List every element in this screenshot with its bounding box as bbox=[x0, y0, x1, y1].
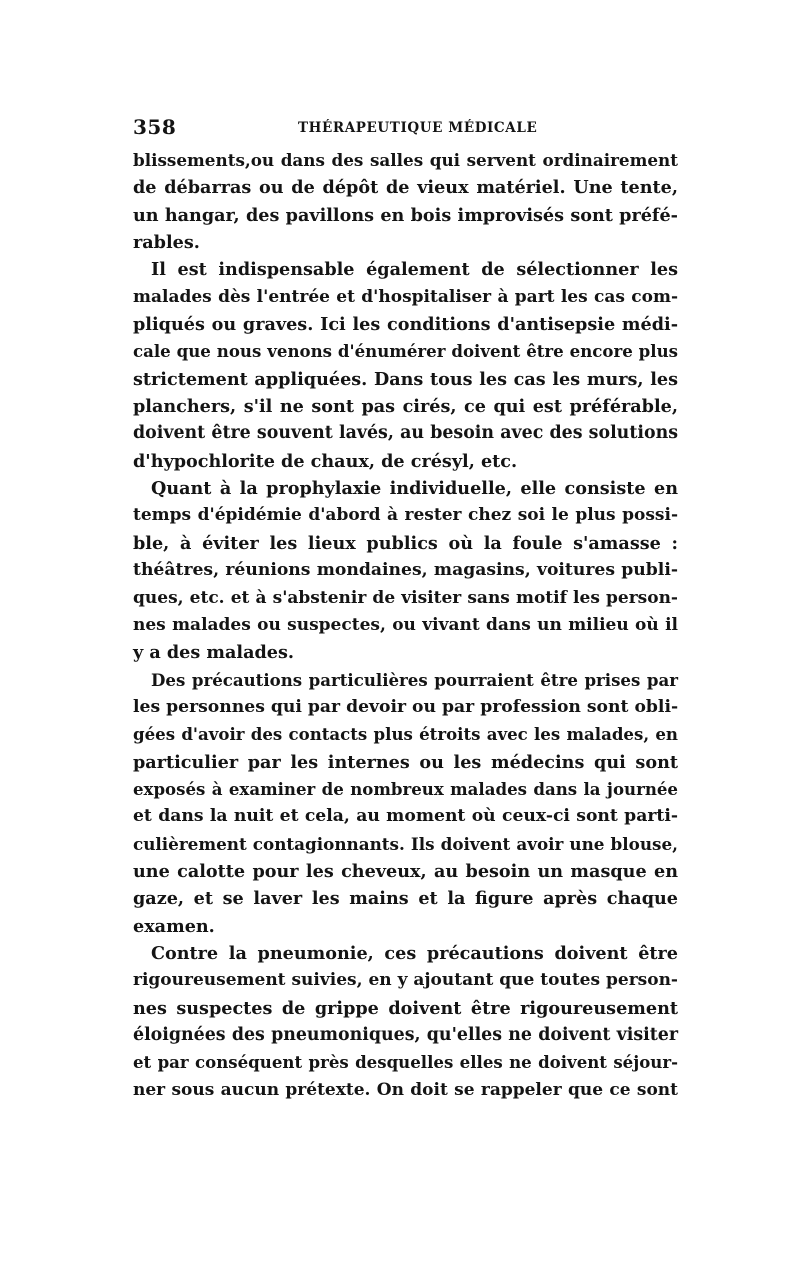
text-line: rigoureusement suivies, en y ajoutant que toutes person- bbox=[133, 970, 678, 991]
text-line: y a des malades. bbox=[133, 642, 295, 664]
text-line: blissements,ou dans des salles qui servent ordinairement bbox=[133, 150, 678, 170]
text-line: strictement appliquées. Dans tous les cas les murs, les bbox=[133, 368, 678, 390]
text-line: une calotte pour les cheveux, au besoin un masque en bbox=[133, 860, 678, 882]
text-line: éloignées des pneumoniques, qu'elles ne doivent visiter bbox=[133, 1025, 678, 1045]
text-line: malades dès l'entrée et d'hospitaliser à part les cas com- bbox=[133, 286, 678, 307]
text-line: temps d'épidémie d'abord à rester chez soi le plus possi- bbox=[133, 505, 678, 526]
page-number: 358 bbox=[133, 115, 177, 139]
text-line: particulier par les internes ou les médecins qui sont bbox=[133, 751, 678, 773]
text-line: Des précautions particulières pourraient être prises par bbox=[151, 669, 678, 690]
text-line: et dans la nuit et cela, au moment où ceux-ci sont parti- bbox=[133, 806, 678, 827]
text-line: gées d'avoir des contacts plus étroits avec les malades, en bbox=[133, 724, 678, 745]
text-line: les personnes qui par devoir ou par profession sont obli- bbox=[133, 696, 679, 717]
text-line: exposés à examiner de nombreux malades dans la journée bbox=[133, 778, 678, 799]
text-line: planchers, s'il ne sont pas cirés, ce qui est préférable, bbox=[133, 396, 678, 418]
text-line: d'hypochlorite de chaux, de crésyl, etc. bbox=[133, 450, 518, 472]
text-line: Quant à la prophylaxie individuelle, elle consiste en bbox=[151, 478, 678, 500]
text-line: examen. bbox=[133, 915, 215, 937]
text-line: Il est indispensable également de sélectionner les bbox=[151, 259, 678, 281]
body-text bbox=[133, 147, 678, 1104]
text-line: nes malades ou suspectes, ou vivant dans un milieu où il bbox=[133, 614, 678, 635]
text-line: théâtres, réunions mondaines, magasins, voitures publi- bbox=[133, 560, 678, 581]
running-head bbox=[133, 116, 678, 138]
text-line: ble, à éviter les lieux publics où la foule s'amasse : bbox=[133, 532, 678, 554]
text-line: pliqués ou graves. Ici les conditions d'antisepsie médi- bbox=[133, 314, 678, 336]
text-line: Contre la pneumonie, ces précautions doivent être bbox=[151, 942, 678, 964]
text-line: un hangar, des pavillons en bois improvisés sont préfé- bbox=[133, 204, 678, 226]
text-line: ques, etc. et à s'abstenir de visiter sans motif les person- bbox=[133, 587, 678, 608]
text-line: et par conséquent près desquelles elles ne doivent séjour- bbox=[133, 1052, 678, 1073]
text-line: rables. bbox=[133, 232, 200, 254]
text-line: nes suspectes de grippe doivent être rigoureusement bbox=[133, 997, 678, 1019]
running-title: THÉRAPEUTIQUE MÉDICALE bbox=[298, 120, 538, 136]
text-line: culièrement contagionnants. Ils doivent avoir une blouse, bbox=[133, 833, 678, 854]
text-line: cale que nous venons d'énumérer doivent être encore plus bbox=[133, 341, 678, 362]
text-line: ner sous aucun prétexte. On doit se rappeler que ce sont bbox=[133, 1079, 678, 1100]
text-line: gaze, et se laver les mains et la figure après chaque bbox=[133, 888, 678, 910]
text-line: doivent être souvent lavés, au besoin avec des solutions bbox=[133, 423, 678, 444]
text-line: de débarras ou de dépôt de vieux matériel. Une tente, bbox=[133, 177, 678, 199]
